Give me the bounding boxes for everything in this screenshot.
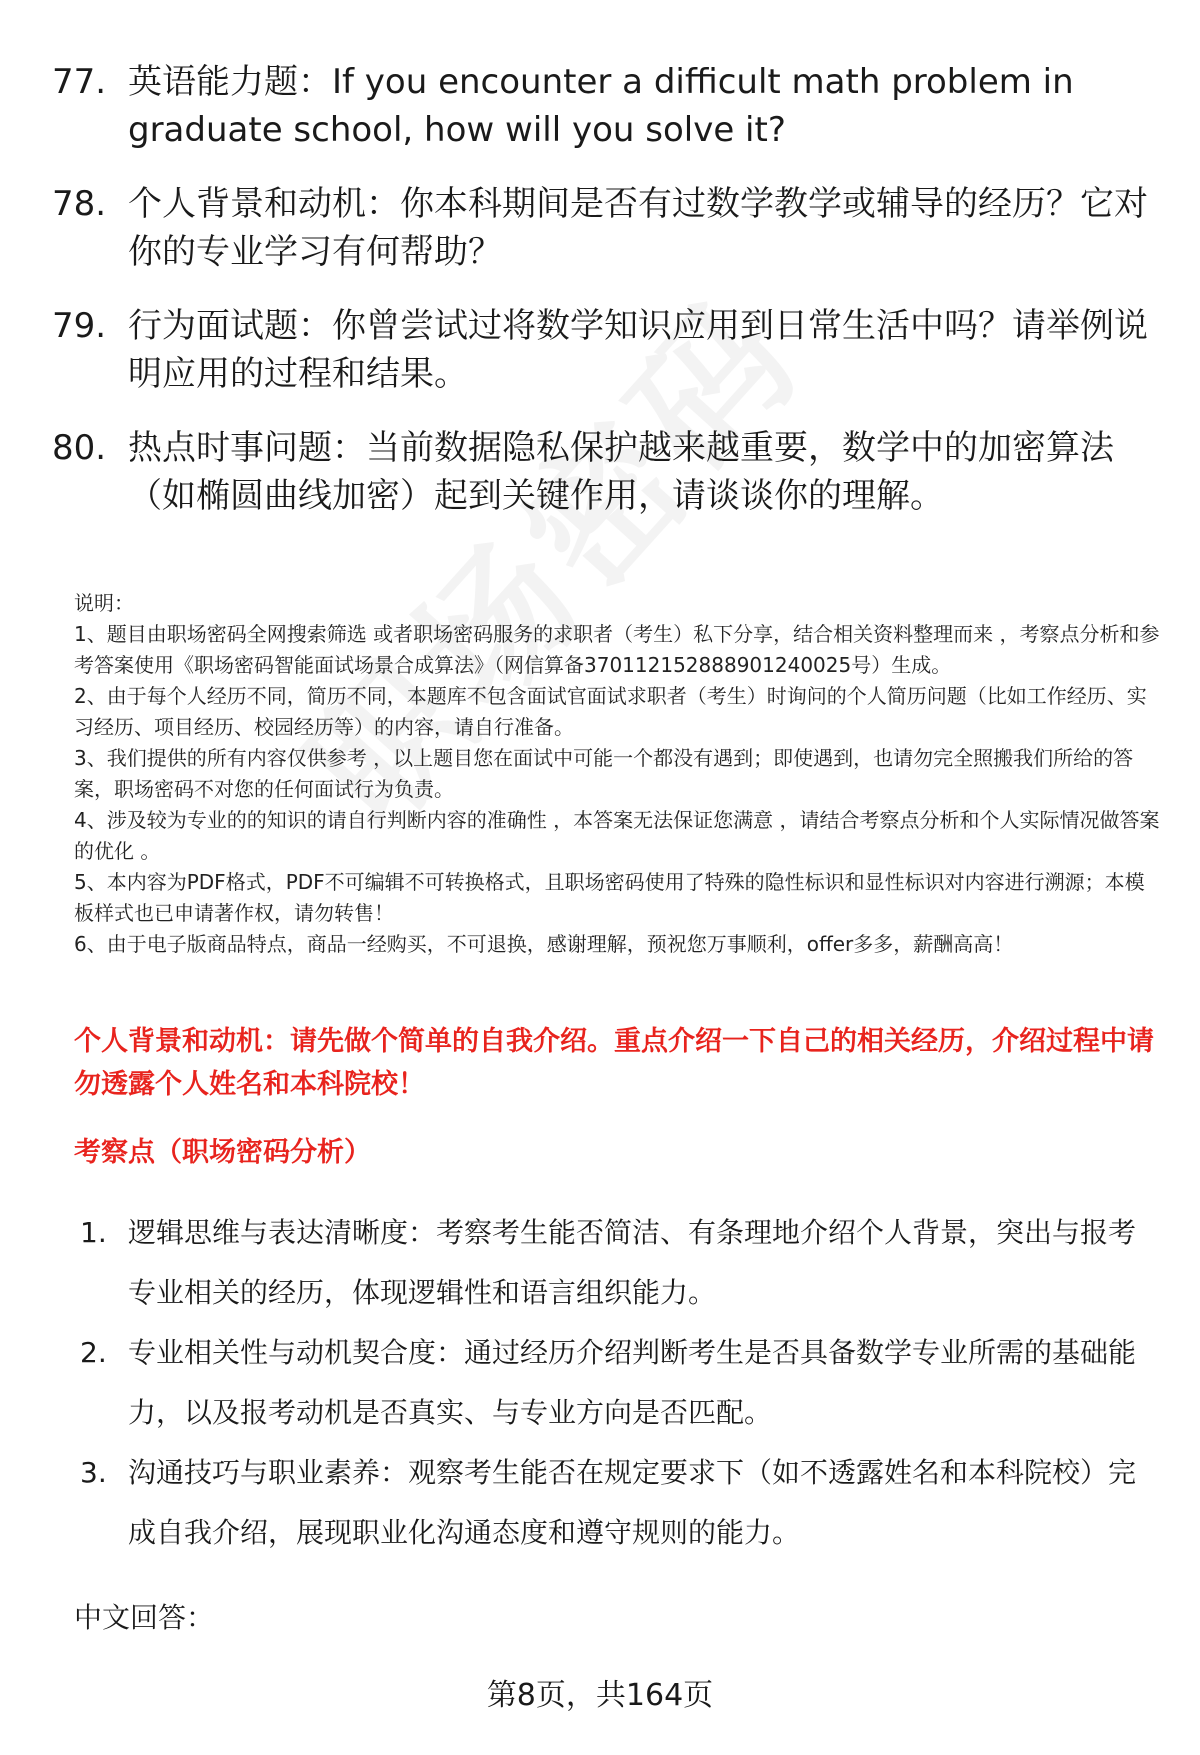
note-item: 6、由于电子版商品特点，商品一经购买，不可退换，感谢理解，预祝您万事顺利，offer多多，薪酬高高！ [74, 932, 1014, 956]
question-text: 英语能力题：If you encounter a difficult math problem in graduate school, how will you solve it? [128, 62, 1074, 150]
question-item [52, 302, 1162, 398]
question-list [52, 58, 1162, 546]
analysis-point [80, 1203, 1160, 1323]
question-text: 行为面试题：你曾尝试过将数学知识应用到日常生活中吗？请举例说明应用的过程和结果。 [128, 306, 1148, 394]
analysis-point [80, 1443, 1160, 1563]
note-item: 4、涉及较为专业的的知识的请自行判断内容的准确性 ，本答案无法保证您满意 ，请结合考察点分析和个人实际情况做答案的优化 。 [74, 808, 1160, 863]
page-footer: 第8页，共164页 [486, 1678, 714, 1713]
analysis-heading: 考察点（职场密码分析） [74, 1137, 371, 1168]
analysis-points [80, 1203, 1160, 1563]
point-text: 逻辑思维与表达清晰度：考察考生能否简洁、有条理地介绍个人背景，突出与报考专业相关的经历，体现逻辑性和语言组织能力。 [128, 1216, 1137, 1309]
question-item [52, 424, 1162, 520]
notes-section [74, 588, 1164, 960]
question-number: 80. [52, 428, 107, 468]
point-number: 3. [80, 1456, 107, 1489]
question-text: 个人背景和动机：你本科期间是否有过数学教学或辅导的经历？它对你的专业学习有何帮助？ [128, 184, 1148, 272]
question-number: 78. [52, 184, 107, 224]
note-item: 1、题目由职场密码全网搜索筛选 或者职场密码服务的求职者（考生）私下分享，结合相关资料整理而来 ，考察点分析和参考答案使用《职场密码智能面试场景合成算法》（网信算备370112152888901240025号）生成。 [74, 622, 1160, 677]
question-number: 79. [52, 306, 107, 346]
analysis-point [80, 1323, 1160, 1443]
question-item [52, 180, 1162, 276]
point-number: 2. [80, 1336, 107, 1369]
note-item: 5、本内容为PDF格式，PDF不可编辑不可转换格式，且职场密码使用了特殊的隐性标识和显性标识对内容进行溯源；本模板样式也已申请著作权，请勿转售！ [74, 870, 1145, 925]
question-item [52, 58, 1162, 154]
point-number: 1. [80, 1216, 107, 1249]
interview-prompt: 个人背景和动机：请先做个简单的自我介绍。重点介绍一下自己的相关经历，介绍过程中请勿透露个人姓名和本科院校！ [74, 1026, 1154, 1100]
point-text: 专业相关性与动机契合度：通过经历介绍判断考生是否具备数学专业所需的基础能力，以及报考动机是否真实、与专业方向是否匹配。 [128, 1336, 1137, 1429]
notes-title: 说明： [74, 591, 134, 615]
question-number: 77. [52, 62, 107, 102]
point-text: 沟通技巧与职业素养：观察考生能否在规定要求下（如不透露姓名和本科院校）完成自我介绍，展现职业化沟通态度和遵守规则的能力。 [128, 1456, 1137, 1549]
note-item: 3、我们提供的所有内容仅供参考 ，以上题目您在面试中可能一个都没有遇到；即使遇到，也请勿完全照搬我们所给的答案，职场密码不对您的任何面试行为负责。 [74, 746, 1134, 801]
question-text: 热点时事问题：当前数据隐私保护越来越重要，数学中的加密算法（如椭圆曲线加密）起到关键作用，请谈谈你的理解。 [128, 428, 1114, 516]
answer-label: 中文回答： [74, 1601, 215, 1634]
note-item: 2、由于每个人经历不同，简历不同，本题库不包含面试官面试求职者（考生）时询问的个人简历问题（比如工作经历、实习经历、项目经历、校园经历等）的内容，请自行准备。 [74, 684, 1147, 739]
